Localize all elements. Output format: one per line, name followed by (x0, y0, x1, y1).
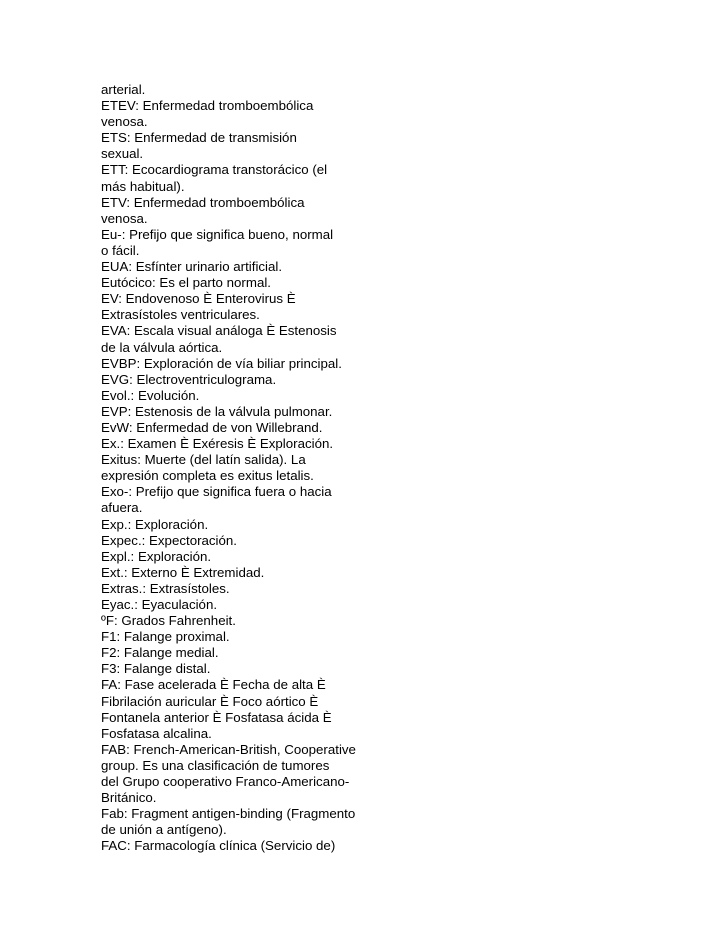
text-line: Extras.: Extrasístoles. (101, 580, 230, 596)
text-line: EVG: Electroventriculograma. (101, 371, 277, 387)
text-line: expresión completa es exitus letalis. (101, 468, 314, 484)
text-line: Exp.: Exploración. (101, 516, 209, 532)
text-line: sexual. (101, 146, 144, 162)
text-line: EUA: Esfínter urinario artificial. (101, 259, 283, 275)
text-line: de unión a antígeno). (101, 822, 227, 838)
text-line: Eu-: Prefijo que significa bueno, normal (101, 226, 334, 242)
text-line: group. Es una clasificación de tumores (101, 757, 330, 773)
text-line: Exo-: Prefijo que significa fuera o hacia (101, 484, 332, 500)
text-line: venosa. (101, 114, 148, 130)
text-line: del Grupo cooperativo Franco-Americano- (101, 774, 350, 790)
text-line: Extrasístoles ventriculares. (101, 307, 260, 323)
text-line: ETT: Ecocardiograma transtorácico (el (101, 162, 328, 178)
text-line: venosa. (101, 210, 148, 226)
text-line: más habitual). (101, 178, 185, 194)
text-line: Ex.: Examen È Exéresis È Exploración. (101, 436, 334, 452)
text-line: Ext.: Externo È Extremidad. (101, 564, 265, 580)
text-line: Fibrilación auricular È Foco aórtico È (101, 693, 319, 709)
text-line: EVBP: Exploración de vía biliar principal. (101, 355, 342, 371)
text-line: EVP: Estenosis de la válvula pulmonar. (101, 403, 333, 419)
text-line: de la válvula aórtica. (101, 339, 223, 355)
text-line: afuera. (101, 500, 143, 516)
text-line: F3: Falange distal. (101, 661, 211, 677)
text-line: Evol.: Evolución. (101, 387, 200, 403)
text-line: FAB: French-American-British, Cooperative (101, 741, 356, 757)
text-line: EvW: Enfermedad de von Willebrand. (101, 419, 323, 435)
text-line: FA: Fase acelerada È Fecha de alta È (101, 677, 326, 693)
text-line: Fab: Fragment antigen-binding (Fragmento (101, 806, 356, 822)
text-line: Fosfatasa alcalina. (101, 725, 212, 741)
text-line: Expl.: Exploración. (101, 548, 212, 564)
text-line: ETV: Enfermedad tromboembólica (101, 194, 305, 210)
text-line: ºF: Grados Fahrenheit. (101, 613, 236, 629)
text-line: EVA: Escala visual análoga È Estenosis (101, 323, 337, 339)
text-line: o fácil. (101, 242, 140, 258)
glossary-text-column (101, 82, 391, 855)
text-line: Eyac.: Eyaculación. (101, 597, 218, 612)
text-line: F2: Falange medial. (101, 645, 219, 661)
text-line: Expec.: Expectoración. (101, 532, 237, 548)
text-line: F1: Falange proximal. (101, 629, 230, 645)
text-line: Británico. (101, 790, 157, 806)
text-line: FAC: Farmacología clínica (Servicio de) (101, 838, 336, 854)
text-line: arterial. (101, 82, 146, 97)
text-line: Exitus: Muerte (del latín salida). La (101, 452, 306, 468)
text-line: ETS: Enfermedad de transmisión (101, 130, 297, 146)
text-line: Fontanela anterior È Fosfatasa ácida È (101, 709, 332, 725)
text-line: ETEV: Enfermedad tromboembólica (101, 98, 314, 114)
text-line: Eutócico: Es el parto normal. (101, 275, 271, 291)
text-line: EV: Endovenoso È Enterovirus È (101, 291, 296, 307)
